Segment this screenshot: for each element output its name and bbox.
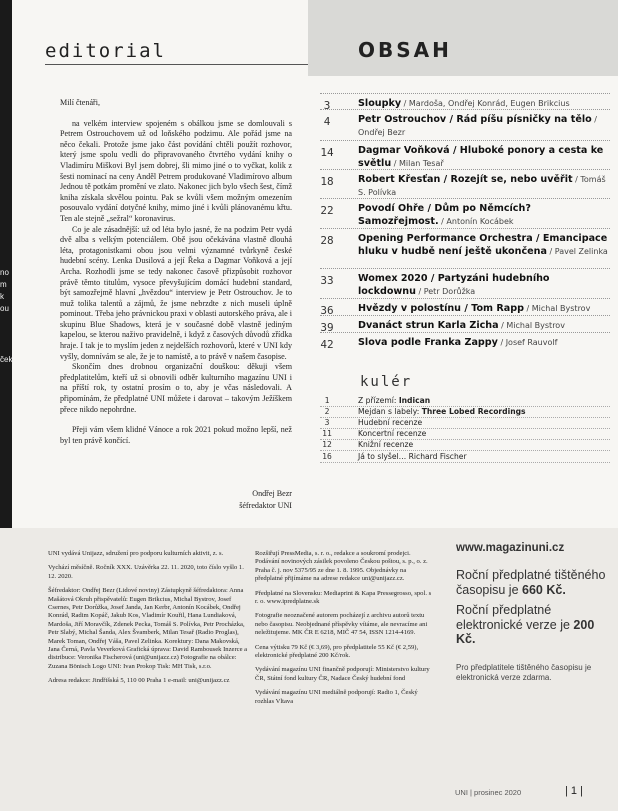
toc-item: [308, 145, 608, 170]
kuler-label: Hudební recenze: [358, 418, 423, 427]
toc-item: [308, 174, 608, 199]
toc-divider: [320, 140, 610, 141]
toc-separator: /: [438, 216, 447, 226]
kuler-label: Z přízemí:: [358, 396, 397, 405]
toc-divider: [320, 169, 610, 170]
editorial-heading: editorial: [45, 40, 166, 62]
toc-title: Opening Performance Orchestra / Emancipace hluku v hudbě není ještě ukončena: [358, 233, 608, 257]
imprint-text: Cena výtisku 79 Kč (€ 3,69), pro předplatitele 55 Kč (€ 2,59), elektronické předplatné 200 Kč/rok.: [255, 643, 419, 660]
toc-author: Michal Bystrov: [506, 321, 565, 330]
toc-divider: [320, 315, 610, 316]
imprint-text: Předplatné na Slovensku: Mediaprint & Kapa Pressegrosso, spol. s r. o. www.ipredplatne.sk: [255, 589, 432, 606]
obsah-header: [308, 0, 618, 76]
toc-entry: [346, 145, 608, 170]
toc-author: Josef Rauvolf: [505, 338, 558, 347]
kuler-entry: [346, 452, 608, 461]
toc-page-number: 42: [320, 338, 334, 351]
kuler-page-number: 11: [322, 429, 332, 438]
kuler-label: Mejdan s labely:: [358, 407, 420, 416]
kuler-label: Já to slyšel… Richard Fischer: [358, 452, 467, 461]
toc-title: Dvanáct strun Karla Zicha: [358, 320, 499, 331]
toc-entry: [346, 174, 608, 199]
toc-item: [308, 203, 608, 228]
kuler-page-number: 16: [322, 452, 332, 461]
toc-item: [308, 337, 608, 351]
kuler-highlight: Three Lobed Recordings: [421, 407, 526, 416]
kuler-label: Knižní recenze: [358, 440, 414, 449]
toc-page-number: 36: [320, 304, 334, 317]
toc-item: [308, 114, 608, 139]
paragraph: na velkém interview spojeném s obálkou jsme se domlouvali s Petrem Ostrouchovem už od loňského podzimu. Ale pořád jsme na něco čekali. Protože jsme jako část povídání chtěli použít rozhovor, který jsme spolu vedli do připravovaného čtvrtého vydání knihy o Vladimíru Miškovi Byl jsem dobrej, šli mimo jiné o to vyčkat, kolik z šesti nominací na ceny Anděl Petrem produkované Vladimírovo album Jednou tě potkám promění ve zlato. Nakonec jich bylo všech šest, čímž kniha získala skvělou pointu. Pak se kvůli všem možným omezením posouvalo vydání dotyčné knihy, mimo jiné i kvůli plánovanému křtu. Ten ale stejně „sežral“ koronavirus.: [60, 118, 292, 223]
toc-separator: /: [524, 304, 532, 313]
kuler-item: [308, 396, 608, 405]
ebook-subscription: [456, 603, 611, 647]
kuler-entry: [346, 407, 608, 416]
kuler-page-number: 1: [324, 396, 330, 405]
divider: [45, 64, 308, 65]
kuler-divider: [320, 462, 610, 463]
toc-page-number: 3: [323, 99, 331, 112]
kuler-heading: kulér: [360, 374, 413, 390]
toc-entry: [346, 337, 608, 351]
imprint-text: Vydávání magazínu UNI finančně podporují: Ministerstvo kultury ČR, Státní fond kultury ČR, Nadace Český hudební fond: [255, 666, 430, 682]
toc-entry: [346, 233, 608, 258]
kuler-entry: [346, 429, 608, 438]
closing-paragraph: Přeji vám všem klidné Vánoce a rok 2021 pokud možno lepší, než byl ten právě končící.: [60, 425, 292, 445]
toc-divider: [320, 332, 610, 333]
toc-divider: [320, 268, 610, 269]
toc-page-number: 22: [320, 204, 334, 217]
kuler-entry: [346, 440, 608, 449]
toc-divider: [320, 109, 610, 110]
kuler-item: [308, 452, 608, 461]
toc-page-number: 28: [320, 234, 334, 247]
paragraph: Co je ale zásadnější: už od léta bylo jasné, že na podzim Petr vydá dvě alba s velkým potenciálem. Obě jsou očekávána vlastně dlouhá léta, protagonistkami obou jsou velmi významné tvůrkyně české hudební scény. Lenka Dusilová a její Řeka a Dagmar Voňková a její Archa. Rozhodli jsme se tedy nakonec časově přizpůsobit rozhovor právě těmto titulům, vysoce převyšujícím domácí hudební standard, být samozřejmě hlavní „hvězdou“ interview je Petr Ostrouchov. Je to muž tolika talentů a zájmů, že jsme nebrzdte z nich museli úplně pominout. Třeba jeho právnickou praxi v oblasti autorského práva, ale i skupinu Blue Shadows, která je v současné době vlastně jediným kapelou, se kterou naživo pravidelně, i když z časových důvodů zřídka hraje. I tak je to myslím jeden z nejdelších rozhovorů, které v UNI kdy vyšly, domnívám se ale, že je to namístě, a to právě v našem časopise.: [60, 224, 292, 361]
toc-entry: [346, 203, 608, 228]
imprint-col-1: [48, 550, 248, 692]
imprint-text: Vydávání magazínu UNI mediálně podporují: Radio 1, Český rozhlas Vltava: [255, 689, 418, 705]
signature-name: Ondřej Bezr: [252, 489, 292, 498]
edge-text: ou: [0, 304, 9, 313]
toc-title: Womex 2020 / Partyzáni hudebního lockdownu: [358, 273, 550, 297]
toc-author: Michal Bystrov: [531, 304, 591, 313]
kuler-divider: [320, 450, 610, 451]
toc-author: Antonín Kocábek: [446, 216, 514, 226]
kuler-item: [308, 407, 608, 416]
toc-author: Tomáš S. Polívka: [358, 175, 606, 197]
edge-text: k: [0, 292, 4, 301]
signature: [180, 488, 292, 512]
print-subscription: [456, 568, 611, 597]
obsah-heading: OBSAH: [358, 38, 452, 62]
imprint-text: Vychází měsíčně. Ročník XXX. Uzávěrka 22. 11. 2020, toto číslo vyšlo 1. 12. 2020.: [48, 564, 244, 580]
imprint-col-2: [255, 550, 435, 712]
website-link[interactable]: www.magazinuni.cz: [456, 542, 565, 554]
toc-separator: /: [415, 286, 424, 296]
toc-entry: [346, 273, 608, 298]
kuler-page-number: 3: [324, 418, 330, 427]
print-text: Roční předplatné tištěného časopisu je: [456, 568, 606, 597]
toc-title: Povodí Ohře / Dům po Němcích? Samozřejmost.: [358, 203, 531, 227]
page-number: | 1 |: [565, 785, 583, 797]
imprint-text: Fotografie neoznačené autorem pocházejí z archivu autorů textu nebo časopisu. Neobjednané příspěvky vítáme, ale nevracíme ani neležitujeme. MK ČR E 6218, MIČ 47 54, ISSN 1214-4169.: [255, 612, 428, 637]
imprint-text: Šéfredaktor: Ondřej Bezr (Lidové noviny) Zástupkyně šéfredaktora: Anna Mašátová Okruh přispěvatelů: Eugen Brikcius, Michal Bystrov, Josef Csernes, Petr Dorůžka, Josef Janda, Jan Kerbr, Antonín Kocábek, Ondřej Konrád, Radim Kopáč, Jakub Kos, Vladimír Kouřil, Hana Lundiaková, Mardoša, Jiří Moravčík, Zdenek Pecka, Tomáš S. Polívka, Petr Procházka, Petr Slabý, Michal Šanda, Alex Švamberk, Milan Tesař (Radio Proglas), Marek Toman, Ondřej Váša, Pavel Zelinka. Korektury: Dana Makovská, Jana Černá, Pavla Veverková Grafická úprava: David Rambousek Inzerce a distribuce: Veronika Fischerová (uni@unijazz.cz) Fotografie na obálce: Zuzana Bönisch Logo UNI: Ivan Prokop Tisk: MH Tisk, s.r.o.: [48, 587, 248, 670]
print-price: 660 Kč.: [522, 582, 566, 597]
page-footer: [455, 785, 583, 797]
kuler-entry: [346, 396, 608, 405]
toc-page-number: 4: [323, 115, 331, 128]
ebook-price: 200 Kč.: [456, 617, 595, 646]
toc-separator: /: [591, 115, 597, 124]
ebook-text: Roční předplatné elektronické verze je: [456, 603, 574, 632]
kuler-highlight: Indican: [398, 396, 431, 405]
toc-separator: /: [572, 175, 581, 184]
toc-entry: [346, 114, 608, 139]
paragraph: Skončím dnes drobnou organizační douškou: děkuji všem předplatitelům, kteří už si obnovili odběr kulturního magazínu UNI i na příští rok, ty ostatní prosím o to, aby je včas následovali. A připomínám, že předplatné UNI můžete i darovat – takovým Ježíškem přece nikdo nepohrdne.: [60, 362, 292, 414]
edge-text: m: [0, 280, 7, 289]
toc-divider: [320, 198, 610, 199]
editorial-body: [60, 98, 292, 446]
kuler-item: [308, 418, 608, 427]
kuler-label: Koncertní recenze: [358, 429, 427, 438]
kuler-page-number: 2: [324, 407, 330, 416]
edge-text: ček: [0, 355, 13, 364]
toc-separator: /: [546, 246, 555, 256]
imprint-text: UNI vydává Unijazz, sdružení pro podporu kulturních aktivit, z. s.: [48, 550, 224, 557]
subscriber-note: Pro předplatitele tištěného časopisu je elektronická verze zdarma.: [456, 662, 592, 682]
imprint-text: Adresa redakce: Jindřišská 5, 110 00 Praha 1 e-mail: uni@unijazz.cz: [48, 677, 230, 685]
signature-role: šéfredaktor UNI: [239, 501, 292, 510]
toc-title: Robert Křesťan / Rozejít se, nebo uvěřit: [358, 174, 573, 185]
toc-title: Slova podle Franka Zappy: [358, 337, 498, 348]
kuler-item: [308, 429, 608, 438]
toc-page-number: 33: [320, 274, 334, 287]
toc-author: Pavel Zelinka: [554, 246, 608, 256]
toc-divider: [320, 228, 610, 229]
toc-title: Hvězdy v polostínu / Tom Rapp: [358, 303, 524, 314]
toc-separator: /: [391, 158, 399, 168]
issue-label: UNI | prosinec 2020: [455, 788, 522, 797]
subscription-promo: [456, 542, 611, 683]
greeting: Milí čtenáři,: [60, 98, 101, 107]
toc-title: Petr Ostrouchov / Rád píšu písničky na tělo: [358, 114, 592, 125]
toc-separator: /: [497, 338, 506, 347]
edge-text: no: [0, 268, 9, 277]
toc-divider: [320, 298, 610, 299]
imprint-text: Rozšiřují PressMedia, s. r. o., redakce a soukromí prodejci. Podávání novinových zásilek povoleno Českou poštou, s. p., o. z. Praha č. j. nov 5375/95 ze dne 1. 8. 1995. Objednávky na předplatné přijímáme na adrese redakce uni@unijazz.cz.: [255, 550, 428, 583]
kuler-item: [308, 440, 608, 449]
toc-title: Sloupky: [358, 98, 402, 109]
toc-author: Ondřej Bezr: [358, 127, 406, 137]
toc-divider: [320, 93, 610, 94]
toc-title: Dagmar Voňková / Hluboké ponory a cesta ke světlu: [358, 145, 604, 169]
toc-separator: /: [401, 99, 409, 108]
toc-page-number: 14: [320, 146, 334, 159]
kuler-entry: [346, 418, 608, 427]
toc-author: Petr Dorůžka: [423, 286, 476, 296]
toc-author: Mardoša, Ondřej Konrád, Eugen Brikcius: [408, 99, 570, 108]
toc-separator: /: [498, 321, 507, 330]
toc-page-number: 18: [320, 175, 334, 188]
kuler-page-number: 12: [322, 440, 332, 449]
toc-item: [308, 273, 608, 298]
toc-author: Milan Tesař: [398, 158, 444, 168]
toc-page-number: 39: [320, 321, 334, 334]
toc-item: [308, 233, 608, 258]
